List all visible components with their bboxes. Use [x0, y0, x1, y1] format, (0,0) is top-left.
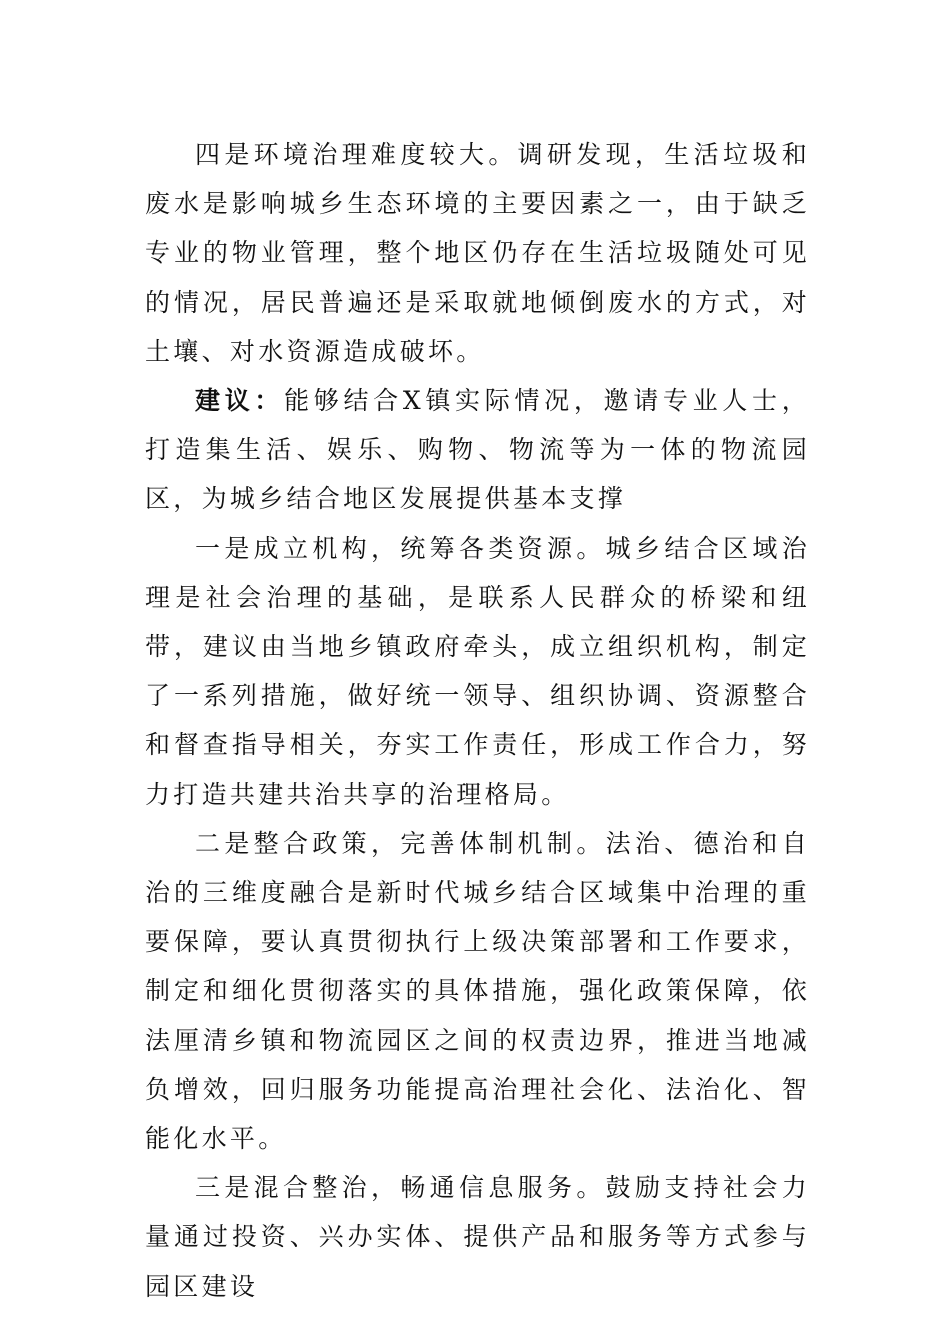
paragraph-text: 三是混合整治，畅通信息服务。鼓励支持社会力量通过投资、兴办实体、提供产品和服务等方式参与园区建设 — [145, 1173, 810, 1301]
paragraph-institution — [145, 524, 810, 819]
paragraph-environment — [145, 130, 810, 376]
paragraph-text: 能够结合X镇实际情况，邀请专业人士，打造集生活、娱乐、购物、物流等为一体的物流园区，为城乡结合地区发展提供基本支撑 — [145, 386, 810, 514]
paragraph-rectification — [145, 1163, 810, 1311]
document-body — [145, 130, 810, 1311]
paragraph-text: 二是整合政策，完善体制机制。法治、德治和自治的三维度融合是新时代城乡结合区域集中治理的重要保障，要认真贯彻执行上级决策部署和工作要求，制定和细化贯彻落实的具体措施，强化政策保障，依法厘清乡镇和物流园区之间的权责边界，推进当地减负增效，回归服务功能提高治理社会化、法治化、智能化水平。 — [145, 828, 810, 1154]
paragraph-text: 一是成立机构，统筹各类资源。城乡结合区域治理是社会治理的基础，是联系人民群众的桥梁和纽带，建议由当地乡镇政府牵头，成立组织机构，制定了一系列措施，做好统一领导、组织协调、资源整合和督查指导相关，夯实工作责任，形成工作合力，努力打造共建共治共享的治理格局。 — [145, 533, 810, 809]
paragraph-suggestion — [145, 376, 810, 524]
paragraph-lead-suggestion: 建议： — [195, 386, 285, 416]
paragraph-text: 四是环境治理难度较大。调研发现，生活垃圾和废水是影响城乡生态环境的主要因素之一，由于缺乏专业的物业管理，整个地区仍存在生活垃圾随处可见的情况，居民普遍还是采取就地倾倒废水的方式，对土壤、对水资源造成破坏。 — [145, 140, 810, 366]
paragraph-policy — [145, 819, 810, 1163]
